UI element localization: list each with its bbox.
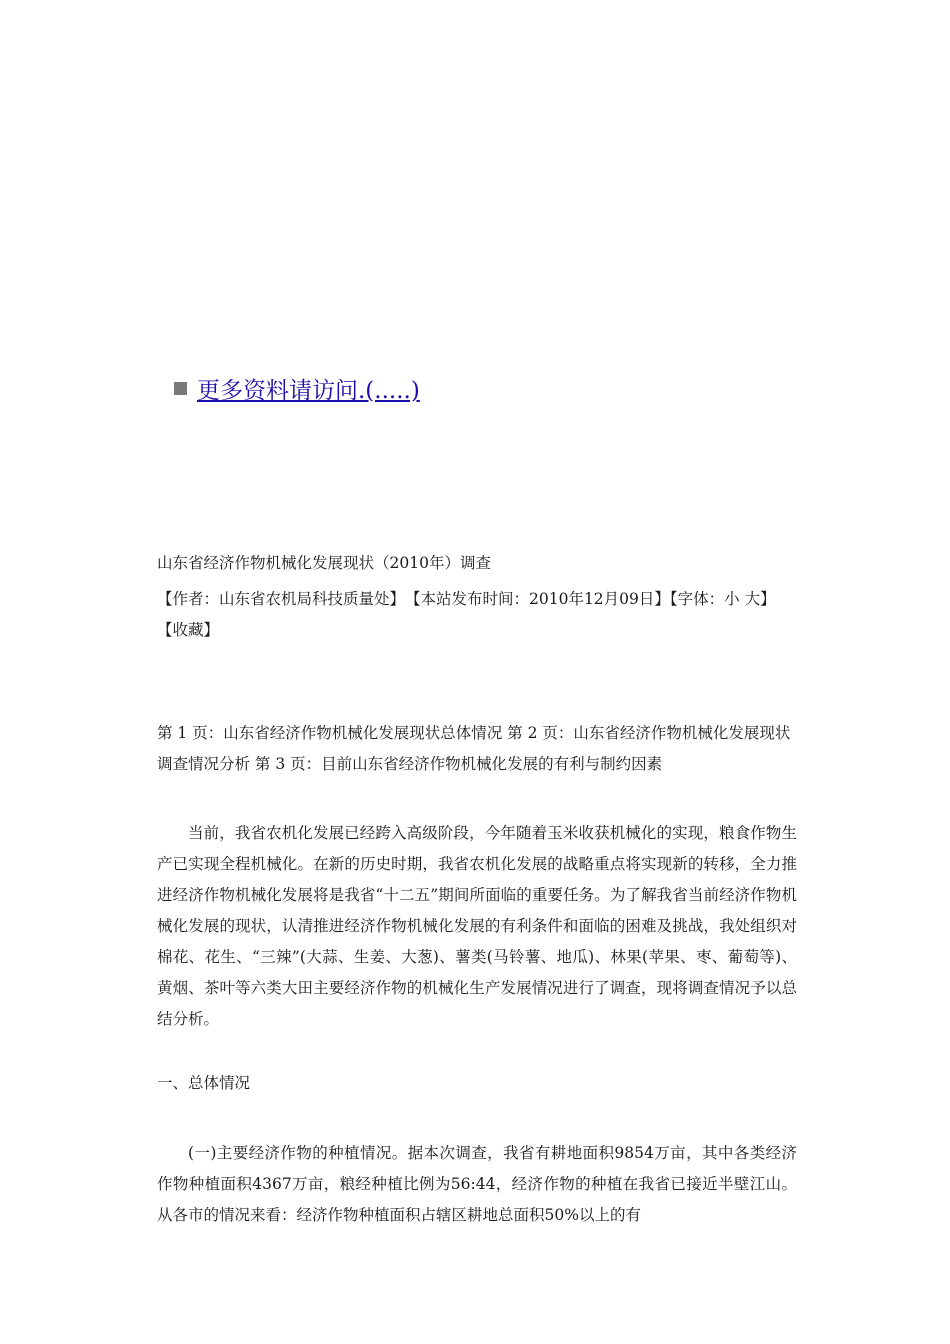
- body-paragraph: (一)主要经济作物的种植情况。据本次调查，我省有耕地面积9854万亩，其中各类经济作物种植面积4367万亩，粮经种植比例为56:44，经济作物的种植在我省已接近半壁江山。从各市的情况来看：经济作物种植面积占辖区耕地总面积50%以上的有: [157, 1144, 797, 1224]
- page-navigation[interactable]: 第 1 页：山东省经济作物机械化发展现状总体情况 第 2 页：山东省经济作物机械化发展现状调查情况分析 第 3 页：目前山东省经济作物机械化发展的有利与制约因素: [157, 724, 791, 773]
- section-heading: 一、总体情况: [157, 1074, 251, 1092]
- more-resources-link-line: [174, 372, 420, 405]
- article-meta: 【作者：山东省农机局科技质量处】 【本站发布时间：2010年12月09日】【字体：小 大】 【收藏】: [157, 590, 776, 639]
- more-resources-link[interactable]: 更多资料请访问.(.....): [197, 378, 420, 404]
- intro-paragraph: 当前，我省农机化发展已经跨入高级阶段，今年随着玉米收获机械化的实现，粮食作物生产已实现全程机械化。在新的历史时期，我省农机化发展的战略重点将实现新的转移，全力推进经济作物机械化发展将是我省“十二五”期间所面临的重要任务。为了解我省当前经济作物机械化发展的现状，认清推进经济作物机械化发展的有利条件和面临的困难及挑战，我处组织对棉花、花生、“三辣”(大蒜、生姜、大葱)、薯类(马铃薯、地瓜)、林果(苹果、枣、葡萄等)、黄烟、茶叶等六类大田主要经济作物的机械化生产发展情况进行了调查，现将调查情况予以总结分析。: [157, 824, 797, 1028]
- article-title: 山东省经济作物机械化发展现状（2010年）调查: [157, 554, 491, 572]
- square-bullet-icon: [174, 382, 187, 395]
